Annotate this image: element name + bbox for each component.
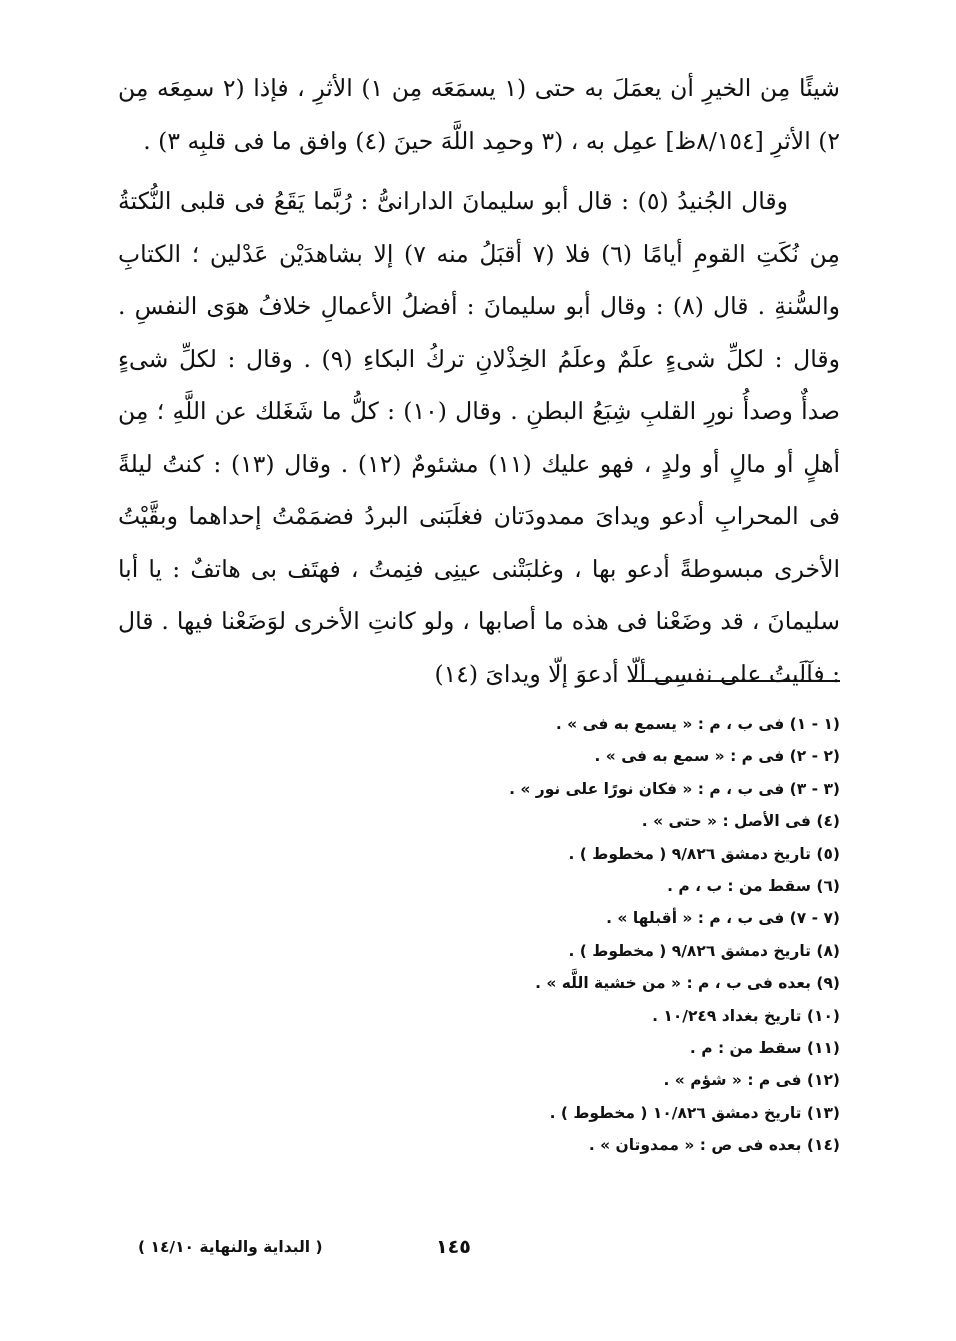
- footnote: (١٠) تاريخ بغداد ١٠/٢٤٩ .: [652, 1006, 840, 1025]
- main-text: [118, 62, 840, 700]
- footnote-separator: [628, 680, 840, 682]
- paragraph-1: شيئًا مِن الخيرِ أن يعمَلَ به حتى (١ يسمَعَه مِن ١) الأثرِ ، فإذا (٢ سمِعَه مِن ٢) الأثرِ [٨/١٥٤ظ] عمِل به ، (٣ وحمِد اللَّهَ حينَ (٤) وافق ما فى قلبِه ٣) .: [118, 74, 840, 155]
- footnote: (٦) سقط من : ب ، م .: [667, 877, 840, 896]
- footnote: (٢ - ٢) فى م : « سمع به فى » .: [594, 747, 840, 766]
- page-number: ١٤٥: [436, 1236, 471, 1258]
- footnote: (١٤) بعده فى ص : « ممدوتان » .: [588, 1136, 840, 1155]
- page-footer: [0, 1236, 956, 1266]
- footnote: (١٢) فى م : « شؤم » .: [663, 1071, 840, 1090]
- footnote: (١ - ١) فى ب ، م : « يسمع به فى » .: [555, 715, 840, 733]
- footnote: (٧ - ٧) فى ب ، م : « أقبلها » .: [606, 909, 840, 928]
- running-reference: ( البداية والنهاية ١٤/١٠ ): [138, 1238, 323, 1256]
- footnote: (١١) سقط من : م .: [689, 1039, 840, 1058]
- footnote: (٣ - ٣) فى ب ، م : « فكان نورًا على نور » .: [509, 779, 840, 798]
- footnote: (٤) فى الأصل : « حتى » .: [641, 812, 840, 831]
- footnote: (٨) تاريخ دمشق ٩/٨٢٦ ( مخطوط ) .: [568, 941, 840, 960]
- footnote: (٥) تاريخ دمشق ٩/٨٢٦ ( مخطوط ) .: [568, 844, 840, 863]
- footnote: (١٣) تاريخ دمشق ١٠/٨٢٦ ( مخطوط ) .: [549, 1103, 840, 1122]
- paragraph-2: وقال الجُنيدُ (٥) : قال أبو سليمانَ الدارانىُّ : رُبَّما يَقَعُ فى قلبى النُّكتةُ مِن نُكَتِ القومِ أيامًا (٦) فلا (٧ أقبَلُ منه ٧) إلا بشاهدَيْن عَدْلين ؛ الكتابِ والسُّنةِ . قال (٨) : وقال أبو سليمانَ : أفضلُ الأعمالِ خلافُ هوَى النفسِ . وقال : لكلِّ شىءٍ علَمٌ وعلَمُ الخِذْلانِ تركُ البكاءِ (٩) . وقال : لكلِّ شىءٍ صدأٌ وصدأُ نورِ القلبِ شِبَعُ البطنِ . وقال (١٠) : كلُّ ما شَغَلك عن اللَّهِ ؛ مِن أهلٍ أو مالٍ أو ولدٍ ، فهو عليك (١١) مشئومٌ (١٢) . وقال (١٣) : كنتُ ليلةً فى المحرابِ أدعو ويداىَ ممدودَتان فغلَبَنى البردُ فضمَمْتُ إحداهما وبقَّيْتُ الأخرى مبسوطةً أدعو بها ، وغلبَتْنى عينِى فنِمتُ ، فهتَف بى هاتفٌ : يا أبا سليمانَ ، قد وضَعْنا فى هذه ما أصابها ، ولو كانتِ الأخرى لوَضَعْنا فيها . قال : فآلَيتُ على نفسِى ألّا أدعوَ إلّا ويداىَ (١٤): [118, 187, 841, 688]
- footnote: (٩) بعده فى ب ، م : « من خشية اللَّه » .: [535, 974, 840, 993]
- footnotes-list: [240, 708, 840, 1162]
